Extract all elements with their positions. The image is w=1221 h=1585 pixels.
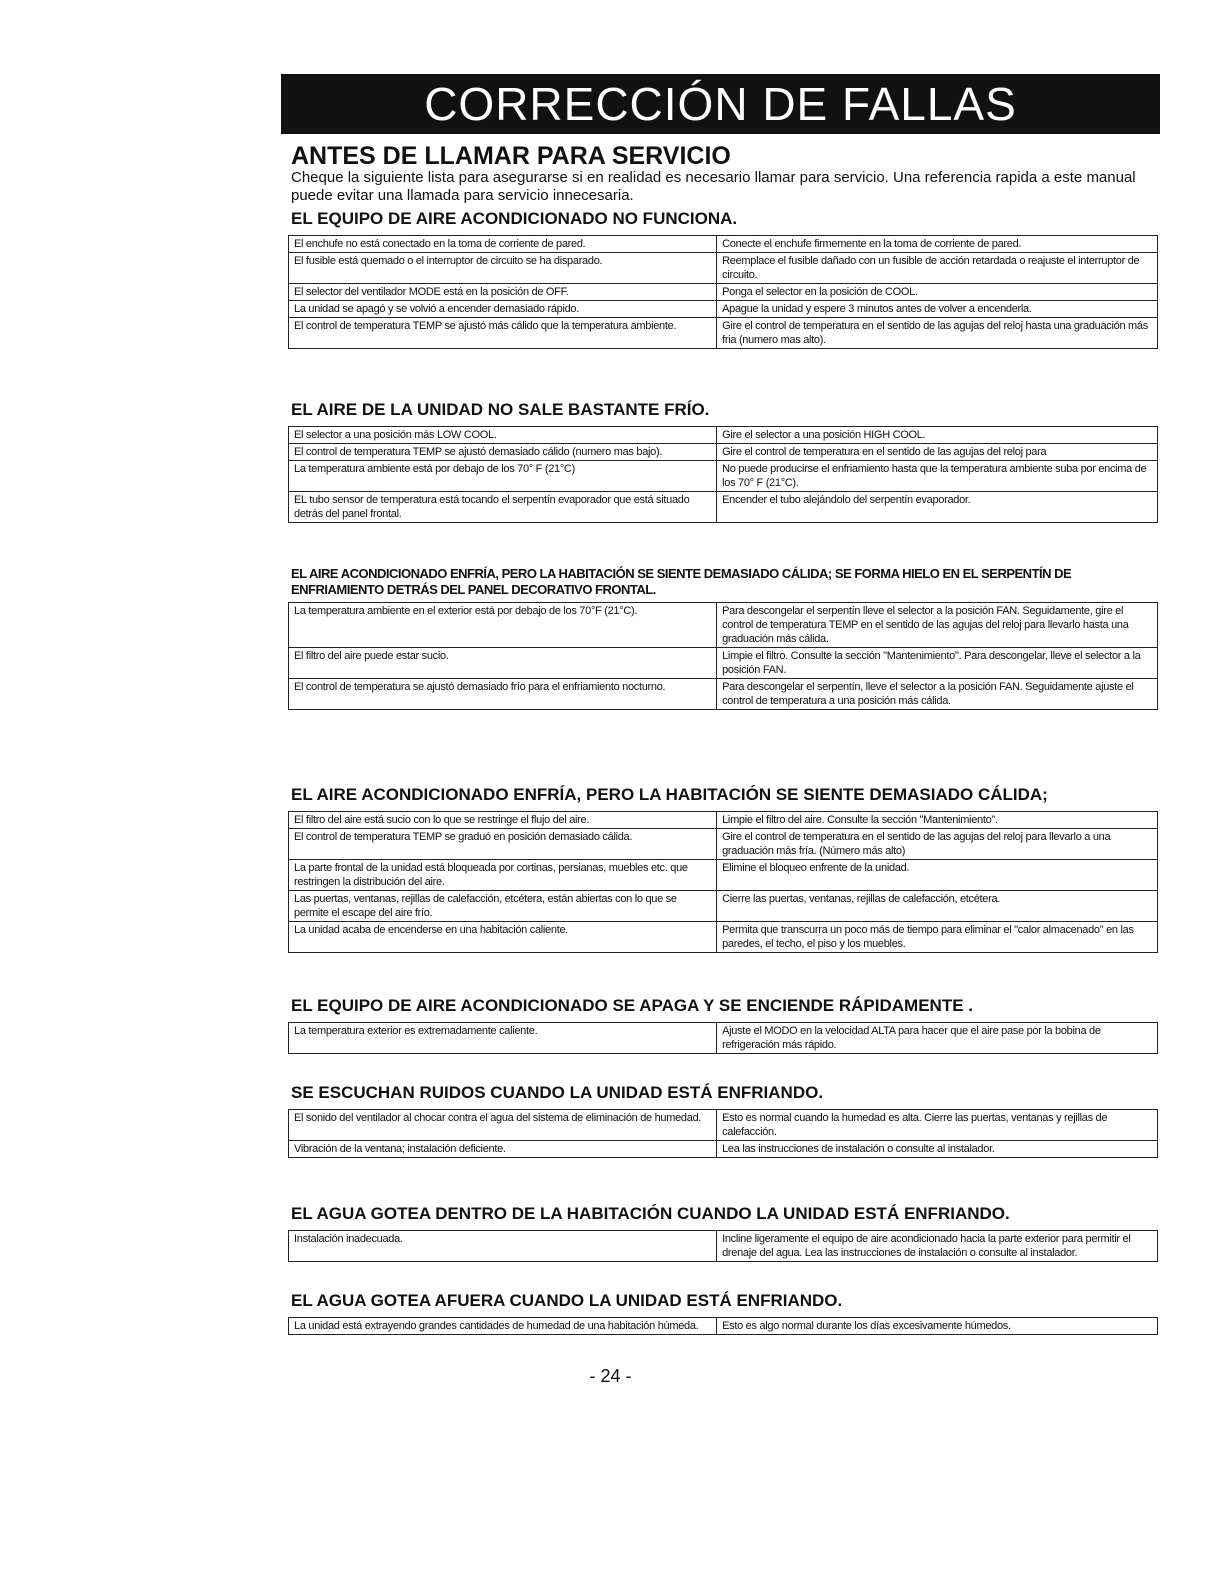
section-title: EL AGUA GOTEA AFUERA CUANDO LA UNIDAD ESTÁ ENFRIANDO. [291,1291,843,1310]
solution-cell: Encender el tubo alejándolo del serpentín evaporador. [717,492,1158,523]
section-drip-outside [288,1291,1158,1335]
problem-cell: La temperatura exterior es extremadamente caliente. [289,1023,717,1054]
solution-cell: Apague la unidad y espere 3 minutos antes de volver a encenderla. [717,301,1158,318]
section-title: EL AIRE DE LA UNIDAD NO SALE BASTANTE FRÍO. [291,400,710,419]
solution-cell: Elimine el bloqueo enfrente de la unidad. [717,860,1158,891]
troubleshoot-table [288,1109,1158,1158]
problem-cell: La temperatura ambiente en el exterior está por debajo de los 70°F (21°C). [289,603,717,648]
problem-cell: El selector a una posición más LOW COOL. [289,427,717,444]
solution-cell: Esto es algo normal durante los días excesivamente húmedos. [717,1318,1158,1335]
problem-cell: La temperatura ambiente está por debajo de los 70° F (21°C) [289,461,717,492]
table-row [289,922,1158,953]
page-banner: CORRECCIÓN DE FALLAS [281,74,1160,134]
troubleshoot-table [288,1022,1158,1054]
section-ice-on-coil [288,566,1158,710]
table-row [289,860,1158,891]
section-not-working [288,209,1158,349]
section-title: SE ESCUCHAN RUIDOS CUANDO LA UNIDAD ESTÁ ENFRIANDO. [291,1083,824,1102]
solution-cell: Limpie el filtro del aire. Consulte la sección "Mantenimiento". [717,812,1158,829]
troubleshoot-table [288,811,1158,953]
troubleshoot-table [288,1230,1158,1262]
solution-cell: Lea las instrucciones de instalación o consulte al instalador. [717,1141,1158,1158]
problem-cell: El enchufe no está conectado en la toma de corriente de pared. [289,236,717,253]
problem-cell: El filtro del aire puede estar sucio. [289,648,717,679]
section-noises [288,1083,1158,1158]
problem-cell: El sonido del ventilador al chocar contra el agua del sistema de eliminación de humedad. [289,1110,717,1141]
table-row [289,284,1158,301]
section-not-cold [288,400,1158,523]
problem-cell: El control de temperatura TEMP se ajustó más cálido que la temperatura ambiente. [289,318,717,349]
problem-cell: EL tubo sensor de temperatura está tocando el serpentín evaporador que está situado detrás del panel frontal. [289,492,717,523]
section-cycles-rapidly [288,996,1158,1054]
table-row [289,461,1158,492]
solution-cell: Reemplace el fusible dañado con un fusible de acción retardada o reajuste el interruptor de circuito. [717,253,1158,284]
problem-cell: El selector del ventilador MODE está en la posición de OFF. [289,284,717,301]
troubleshoot-table [288,426,1158,523]
table-row [289,1318,1158,1335]
problem-cell: La parte frontal de la unidad está bloqueada por cortinas, persianas, muebles etc. que restringen la distribución del aire. [289,860,717,891]
solution-cell: Cierre las puertas, ventanas, rejillas de calefacción, etcétera. [717,891,1158,922]
solution-cell: Incline ligeramente el equipo de aire acondicionado hacia la parte exterior para permitir el drenaje del agua. Lea las instrucciones de instalación o consulte al instalador. [717,1231,1158,1262]
solution-cell: Permita que transcurra un poco más de tiempo para eliminar el "calor almacenado" en las paredes, el techo, el piso y los muebles. [717,922,1158,953]
troubleshoot-table [288,235,1158,349]
table-row [289,236,1158,253]
table-row [289,829,1158,860]
table-row [289,1141,1158,1158]
problem-cell: El control de temperatura TEMP se graduó en posición demasiado cálida. [289,829,717,860]
solution-cell: Gire el control de temperatura en el sentido de las agujas del reloj hasta una graduación más fria (numero mas alto). [717,318,1158,349]
section-title: EL EQUIPO DE AIRE ACONDICIONADO NO FUNCIONA. [291,209,738,228]
solution-cell: Ajuste el MODO en la velocidad ALTA para hacer que el aire pase por la bobina de refrigeración más rápido. [717,1023,1158,1054]
table-row [289,318,1158,349]
table-row [289,427,1158,444]
problem-cell: El filtro del aire está sucio con lo que se restringe el flujo del aire. [289,812,717,829]
problem-cell: El control de temperatura TEMP se ajustó demasiado cálido (numero mas bajo). [289,444,717,461]
problem-cell: El fusible está quemado o el interruptor de circuito se ha disparado. [289,253,717,284]
problem-cell: La unidad está extrayendo grandes cantidades de humedad de una habitación húmeda. [289,1318,717,1335]
table-row [289,301,1158,318]
problem-cell: La unidad acaba de encenderse en una habitación caliente. [289,922,717,953]
section-title: EL EQUIPO DE AIRE ACONDICIONADO SE APAGA Y SE ENCIENDE RÁPIDAMENTE . [291,996,973,1015]
table-row [289,492,1158,523]
intro-paragraph: Cheque la siguiente lista para asegurarse si en realidad es necesario llamar para servicio. Una referencia rapida a este manual puede evitar una llamada para servicio innecesaria. [291,169,1136,204]
problem-cell: Vibración de la ventana; instalación deficiente. [289,1141,717,1158]
section-title: EL AGUA GOTEA DENTRO DE LA HABITACIÓN CUANDO LA UNIDAD ESTÁ ENFRIANDO. [291,1204,1010,1223]
page-number: - 24 - [589,1366,632,1386]
section-title: EL AIRE ACONDICIONADO ENFRÍA, PERO LA HABITACIÓN SE SIENTE DEMASIADO CÁLIDA; SE FORMA HIELO EN EL SERPENTÍN DE ENFRIAMIENTO DETRÁS DEL PANEL DECORATIVO FRONTAL. [291,566,1072,597]
table-row [289,679,1158,710]
solution-cell: No puede producirse el enfriamiento hasta que la temperatura ambiente suba por encima de los 70° F (21°C). [717,461,1158,492]
troubleshoot-table [288,602,1158,710]
table-row [289,1231,1158,1262]
solution-cell: Gire el control de temperatura en el sentido de las agujas del reloj para [717,444,1158,461]
problem-cell: Instalación inadecuada. [289,1231,717,1262]
solution-cell: Ponga el selector en la posición de COOL. [717,284,1158,301]
solution-cell: Esto es normal cuando la humedad es alta. Cierre las puertas, ventanas y rejillas de calefacción. [717,1110,1158,1141]
solution-cell: Gire el selector a una posición HIGH COOL. [717,427,1158,444]
solution-cell: Gire el control de temperatura en el sentido de las agujas del reloj para llevarlo a una graduación más fría. (Número más alto) [717,829,1158,860]
table-row [289,1110,1158,1141]
solution-cell: Conecte el enchufe firmemente en la toma de corriente de pared. [717,236,1158,253]
section-drip-inside [288,1204,1158,1262]
problem-cell: Las puertas, ventanas, rejillas de calefacción, etcétera, están abiertas con lo que se permite el escape del aire frío. [289,891,717,922]
troubleshoot-table [288,1317,1158,1335]
solution-cell: Limpie el filtro. Consulte la sección "Mantenimiento". Para descongelar, lleve el selector a la posición FAN. [717,648,1158,679]
table-row [289,1023,1158,1054]
solution-cell: Para descongelar el serpentín lleve el selector a la posición FAN. Seguidamente, gire el control de temperatura TEMP en el sentido de las agujas del reloj para llevarlo hasta una graduación más cálida. [717,603,1158,648]
problem-cell: El control de temperatura se ajustó demasiado frío para el enfriamiento nocturno. [289,679,717,710]
section-room-too-warm [288,785,1158,953]
section-title: EL AIRE ACONDICIONADO ENFRÍA, PERO LA HABITACIÓN SE SIENTE DEMASIADO CÁLIDA; [291,785,1048,804]
main-heading: ANTES DE LLAMAR PARA SERVICIO [291,142,731,170]
table-row [289,891,1158,922]
table-row [289,444,1158,461]
problem-cell: La unidad se apagó y se volvió a encender demasiado rápido. [289,301,717,318]
table-row [289,253,1158,284]
table-row [289,603,1158,648]
solution-cell: Para descongelar el serpentín, lleve el selector a la posición FAN. Seguidamente ajuste el control de temperatura a una posición más cálida. [717,679,1158,710]
table-row [289,812,1158,829]
table-row [289,648,1158,679]
